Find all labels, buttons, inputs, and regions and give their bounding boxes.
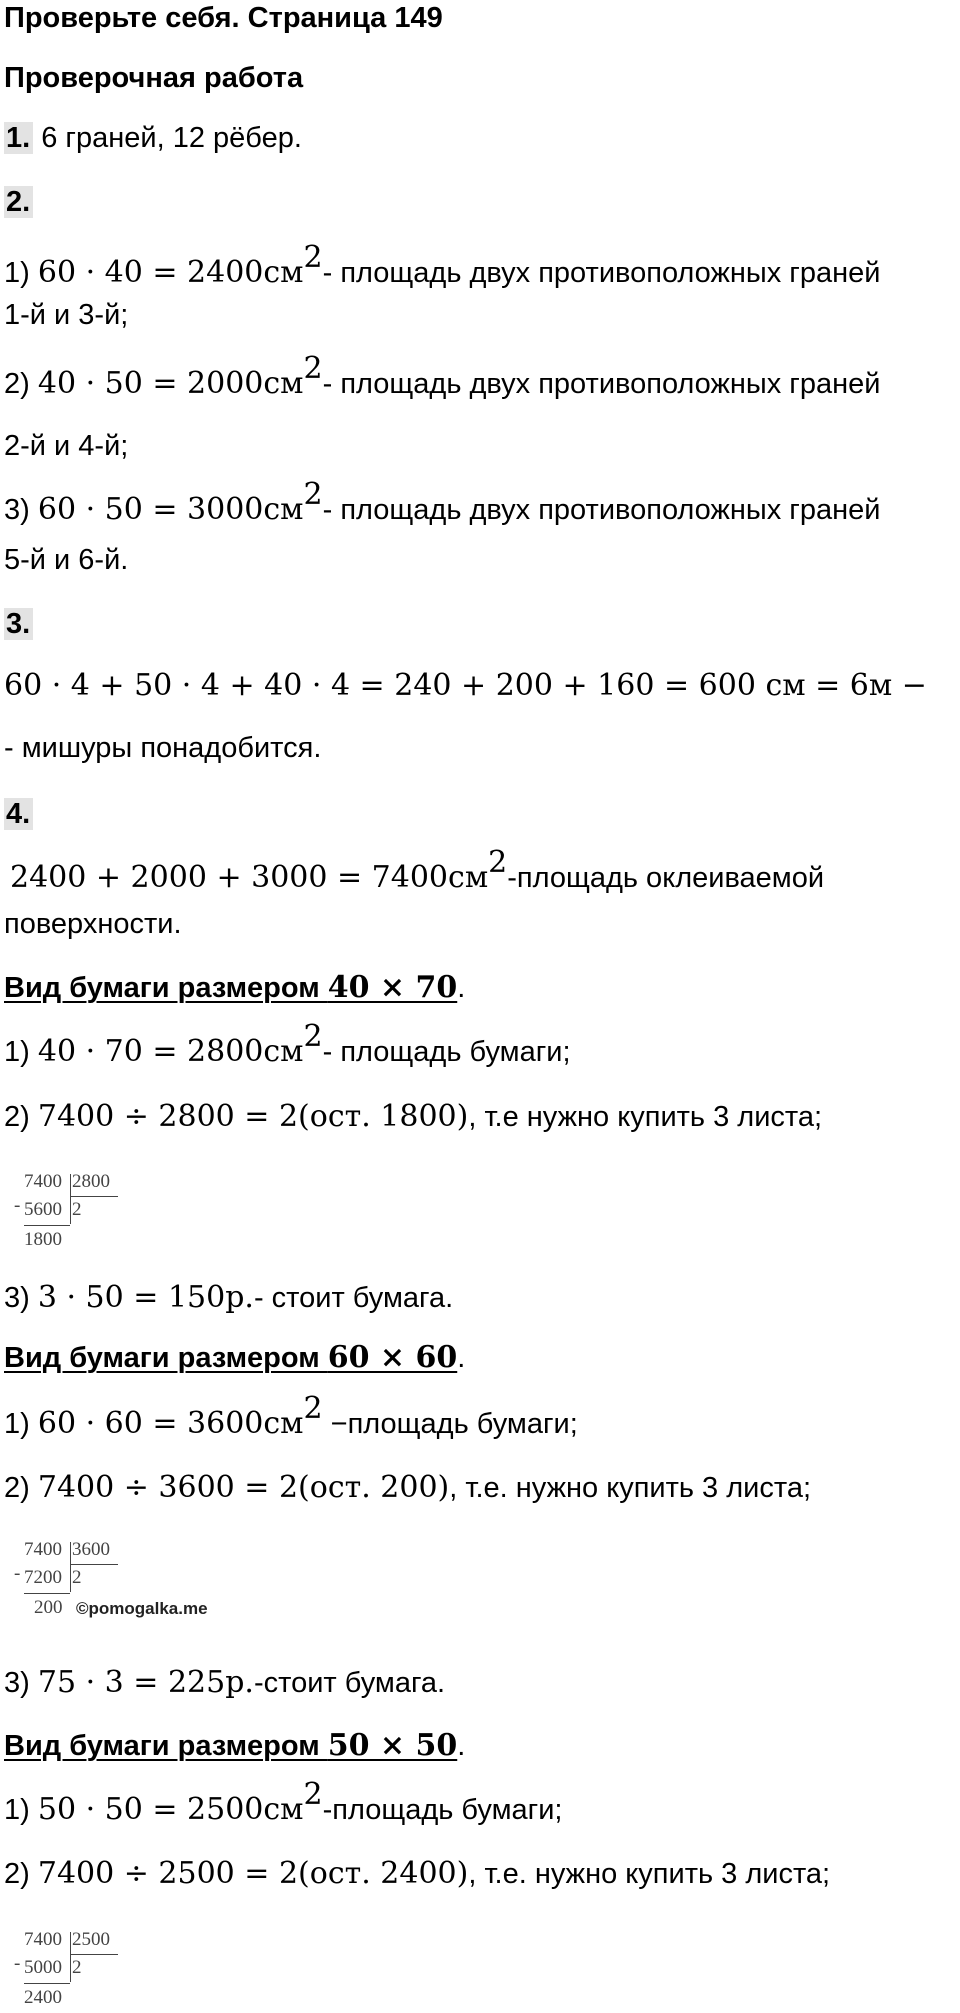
heading-formula: 50 × 50 (327, 1728, 458, 1763)
subtraction-line (24, 1593, 70, 1594)
minus-sign: - (14, 1195, 21, 1216)
formula: 7400 ÷ 2800 = 2(ост. 1800) (37, 1099, 469, 1134)
formula: 7400 ÷ 3600 = 2(ост. 200) (37, 1470, 450, 1505)
heading-text: Вид бумаги размером (4, 972, 328, 1004)
quotient: 2 (72, 1957, 82, 1978)
division-bar (70, 1932, 71, 1982)
step-prefix: 1) (4, 257, 30, 289)
heading-end: . (457, 972, 466, 1004)
formula: 40 · 70 = 2800см (37, 1034, 304, 1069)
heading-formula: 60 × 60 (327, 1340, 458, 1375)
divisor-underline (70, 1196, 118, 1197)
step-prefix: 1) (4, 1036, 30, 1068)
division-bar (70, 1542, 71, 1592)
long-division-a (12, 1172, 132, 1258)
superscript: 2 (303, 477, 323, 513)
minus-sign: - (14, 1563, 21, 1584)
watermark: ©pomogalka.me (76, 1599, 208, 1618)
section-subtitle: Проверочная работа (4, 62, 304, 94)
formula: 7400 ÷ 2500 = 2(ост. 2400) (37, 1856, 469, 1891)
task1-text: 6 граней, 12 рёбер. (41, 122, 302, 154)
section-b-step1 (4, 1391, 578, 1442)
heading-end: . (457, 1342, 466, 1374)
section-a-step3 (4, 1280, 453, 1316)
formula: 60 · 40 = 2400см (37, 255, 304, 290)
subtrahend: 7200 (24, 1567, 62, 1588)
step-text: - площадь бумаги; (322, 1036, 571, 1068)
section-a-step2 (4, 1099, 822, 1135)
superscript: 2 (303, 1777, 323, 1813)
step-prefix: 1) (4, 1408, 30, 1440)
task4-cont: поверхности. (4, 908, 182, 940)
formula: 60 · 4 + 50 · 4 + 40 · 4 = 240 + 200 + 160 = 600 см = 6м − (4, 668, 927, 703)
task3-line (4, 606, 33, 642)
step-text: - площадь двух противоположных граней (322, 257, 881, 289)
task1-number: 1. (4, 122, 33, 154)
step-text: , т.е. нужно купить 3 листа; (468, 1858, 831, 1890)
step-text: -стоит бумага. (253, 1667, 446, 1699)
section-b-step3 (4, 1665, 445, 1701)
step-text: - площадь двух противоположных граней (322, 368, 881, 400)
formula: 50 · 50 = 2500см (37, 1792, 304, 1827)
section-b-step2 (4, 1470, 811, 1506)
superscript: 2 (303, 1019, 323, 1055)
dividend: 7400 (24, 1171, 62, 1192)
dividend: 7400 (24, 1539, 62, 1560)
step-text: -площадь оклеиваемой (507, 862, 825, 894)
divisor-underline (70, 1564, 118, 1565)
task3-number: 3. (4, 608, 33, 640)
step-prefix: 3) (4, 1667, 30, 1699)
step-prefix: 2) (4, 1101, 30, 1133)
formula: 40 · 50 = 2000см (37, 366, 304, 401)
step-text: −площадь бумаги; (322, 1408, 578, 1440)
formula: 75 · 3 = 225р. (37, 1665, 254, 1700)
step-text: - площадь двух противоположных граней (322, 494, 881, 526)
minus-sign: - (14, 1953, 21, 1974)
step-text: , т.е нужно купить 3 листа; (468, 1101, 823, 1133)
superscript: 2 (303, 351, 323, 387)
step-prefix: 2) (4, 1472, 30, 1504)
long-division-c (12, 1930, 132, 2013)
remainder: 200 (34, 1597, 63, 1618)
task2-step1-cont: 1-й и 3-й; (4, 299, 129, 331)
task3-formula (4, 668, 927, 704)
step-text: - стоит бумага. (253, 1282, 454, 1314)
task4-formula (4, 845, 825, 896)
divisor: 2800 (72, 1171, 110, 1192)
subtrahend: 5000 (24, 1957, 62, 1978)
heading-end: . (457, 1730, 466, 1762)
remainder: 1800 (24, 1229, 62, 1250)
task1-line (4, 120, 302, 156)
quotient: 2 (72, 1567, 82, 1588)
task4-line (4, 796, 33, 832)
heading-text: Вид бумаги размером (4, 1342, 328, 1374)
task2-step2-cont: 2-й и 4-й; (4, 430, 129, 462)
formula: 3 · 50 = 150р. (37, 1280, 254, 1315)
step-prefix: 3) (4, 1282, 30, 1314)
task2-step3 (4, 477, 881, 528)
formula: 2400 + 2000 + 3000 = 7400см (10, 860, 489, 895)
task2-step1 (4, 240, 881, 291)
section-a-step1 (4, 1019, 571, 1070)
step-prefix: 2) (4, 1858, 30, 1890)
superscript: 2 (303, 1391, 323, 1427)
heading-formula: 40 × 70 (327, 970, 458, 1005)
dividend: 7400 (24, 1929, 62, 1950)
step-text: -площадь бумаги; (322, 1794, 563, 1826)
step-prefix: 3) (4, 494, 30, 526)
section-heading-40x70 (4, 970, 465, 1006)
step-text: , т.е. нужно купить 3 листа; (449, 1472, 812, 1504)
subtraction-line (24, 1225, 70, 1226)
task2-step3-cont: 5-й и 6-й. (4, 544, 129, 576)
task3-text: - мишуры понадобится. (4, 732, 322, 764)
task2-line (4, 184, 33, 220)
divisor: 2500 (72, 1929, 110, 1950)
step-prefix: 2) (4, 368, 30, 400)
section-heading-50x50 (4, 1728, 465, 1764)
subtraction-line (24, 1983, 70, 1984)
formula: 60 · 50 = 3000см (37, 492, 304, 527)
remainder: 2400 (24, 1987, 62, 2008)
formula: 60 · 60 = 3600см (37, 1406, 304, 1441)
division-bar (70, 1174, 71, 1224)
divisor-underline (70, 1954, 118, 1955)
section-heading-60x60 (4, 1340, 465, 1376)
step-prefix: 1) (4, 1794, 30, 1826)
subtrahend: 5600 (24, 1199, 62, 1220)
section-c-step2 (4, 1856, 830, 1892)
task4-number: 4. (4, 798, 33, 830)
superscript: 2 (303, 240, 323, 276)
task2-step2 (4, 351, 881, 402)
task2-number: 2. (4, 186, 33, 218)
heading-text: Вид бумаги размером (4, 1730, 328, 1762)
divisor: 3600 (72, 1539, 110, 1560)
superscript: 2 (488, 845, 508, 881)
page-title: Проверьте себя. Страница 149 (4, 2, 443, 34)
section-c-step1 (4, 1777, 563, 1828)
quotient: 2 (72, 1199, 82, 1220)
